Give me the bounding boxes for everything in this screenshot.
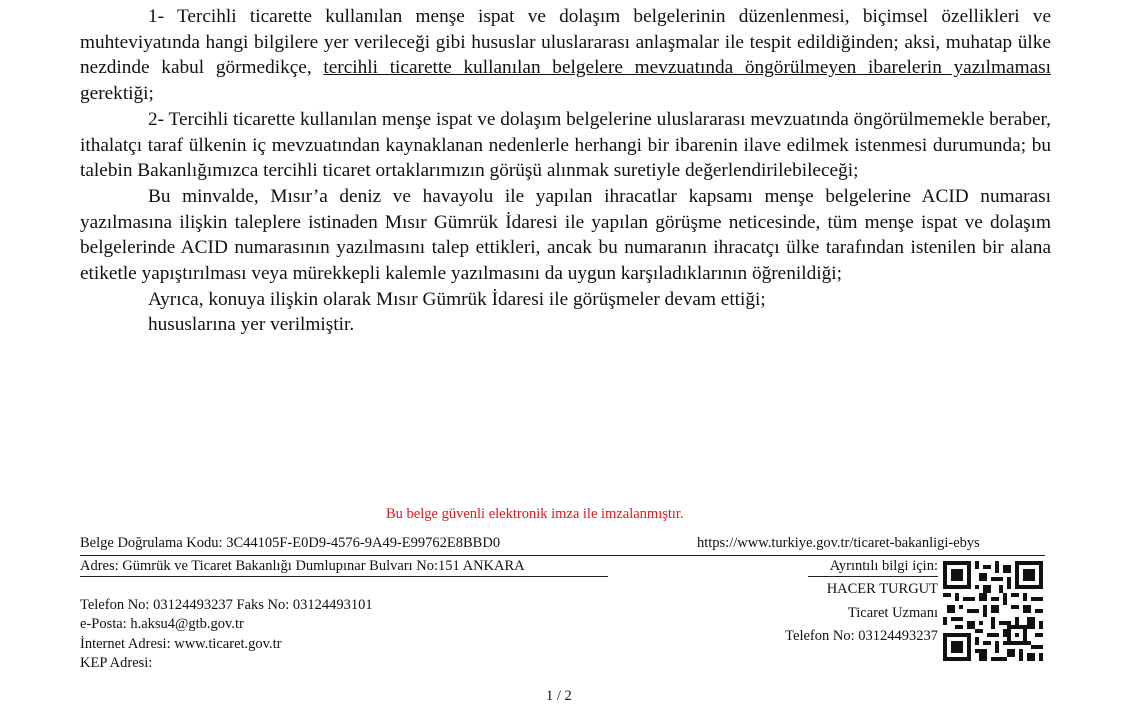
paragraph-2: 2- Tercihli ticarette kullanılan menşe ispat ve dolaşım belgelerine uluslararası mevzuatında öngörülmemekle beraber, ithalatçı taraf ülkenin iç mevzuatından kaynaklanan nedenlerle herhangi bir ibarenin ilave edilmek istenmesi durumunda; bu talebin Bakanlığımızca tercihli ticaret ortaklarımızın görüşü alınmak suretiyle değerlendirilebileceği; xyxy=(80,108,1051,182)
verification-code xyxy=(80,534,500,553)
paragraph-1 xyxy=(80,4,1051,107)
address-underline xyxy=(80,576,608,577)
paragraph-1-end: gerektiği; xyxy=(80,83,154,105)
page-number: 1 / 2 xyxy=(546,688,572,704)
qr-code xyxy=(943,561,1043,661)
paragraph-3: Bu minvalde, Mısır’a deniz ve havayolu ile yapılan ihracatlar kapsamı menşe belgelerine ACID numarası yazılmasına ilişkin taleplere istinaden Mısır Gümrük İdaresi ile yapılan görüşme neticesinde, tüm menşe ispat ve dolaşım belgelerinde ACID numarasının yazılmasını talep ettikleri, ancak bu numaranın ihracatçı ülke tarafından istenilen bir alana etiketle yapıştırılması veya mürekkepli kalemle yazılmasını da uygun karşıladıklarının öğrenildiği; xyxy=(80,185,1051,285)
email[interactable]: e-Posta: h.aksu4@gtb.gov.tr xyxy=(80,616,244,632)
phone-fax: Telefon No: 03124493237 Faks No: 03124493101 xyxy=(80,597,373,613)
document-body xyxy=(80,4,1051,338)
paragraph-1-text: 1- Tercihli ticarette kullanılan menşe ispat ve dolaşım belgelerinin düzenlenmesi, biçimsel özellikleri ve muhteviyatında hangi bilgilere yer verileceği gibi hususlar uluslararası anlaşmalar ile tespit edildiğinden; aksi, muhatap ülke nezdinde kabul görmedikçe, xyxy=(80,6,1051,79)
esign-note: Bu belge güvenli elektronik imza ile imzalanmıştır. xyxy=(386,506,684,522)
closing-line: hususlarına yer verilmiştir. xyxy=(148,314,355,336)
internet-address[interactable]: İnternet Adresi: www.ticaret.gov.tr xyxy=(80,636,282,652)
info-label-underline xyxy=(808,576,938,577)
footer-divider xyxy=(80,555,1045,556)
paragraph-1-underlined: tercihli ticarette kullanılan belgelere mevzuatında öngörülmeyen ibarelerin yazılmaması xyxy=(323,57,1051,79)
verification-url[interactable]: https://www.turkiye.gov.tr/ticaret-bakanligi-ebys xyxy=(697,535,980,551)
verification-code-value: 3C44105F-E0D9-4576-9A49-E99762E8BBD0 xyxy=(226,535,501,551)
contact-title: Ticaret Uzmanı xyxy=(847,605,938,621)
address: Adres: Gümrük ve Ticaret Bakanlığı Dumlupınar Bulvarı No:151 ANKARA xyxy=(80,558,525,574)
contact-phone: Telefon No: 03124493237 xyxy=(785,628,938,644)
kep-address: KEP Adresi: xyxy=(80,655,153,671)
info-label: Ayrıntılı bilgi için: xyxy=(829,558,938,574)
paragraph-4: Ayrıca, konuya ilişkin olarak Mısır Gümrük İdaresi ile görüşmeler devam ettiği; xyxy=(148,288,766,310)
contact-name: HACER TURGUT xyxy=(826,581,938,597)
verification-label: Belge Doğrulama Kodu: xyxy=(80,535,227,551)
